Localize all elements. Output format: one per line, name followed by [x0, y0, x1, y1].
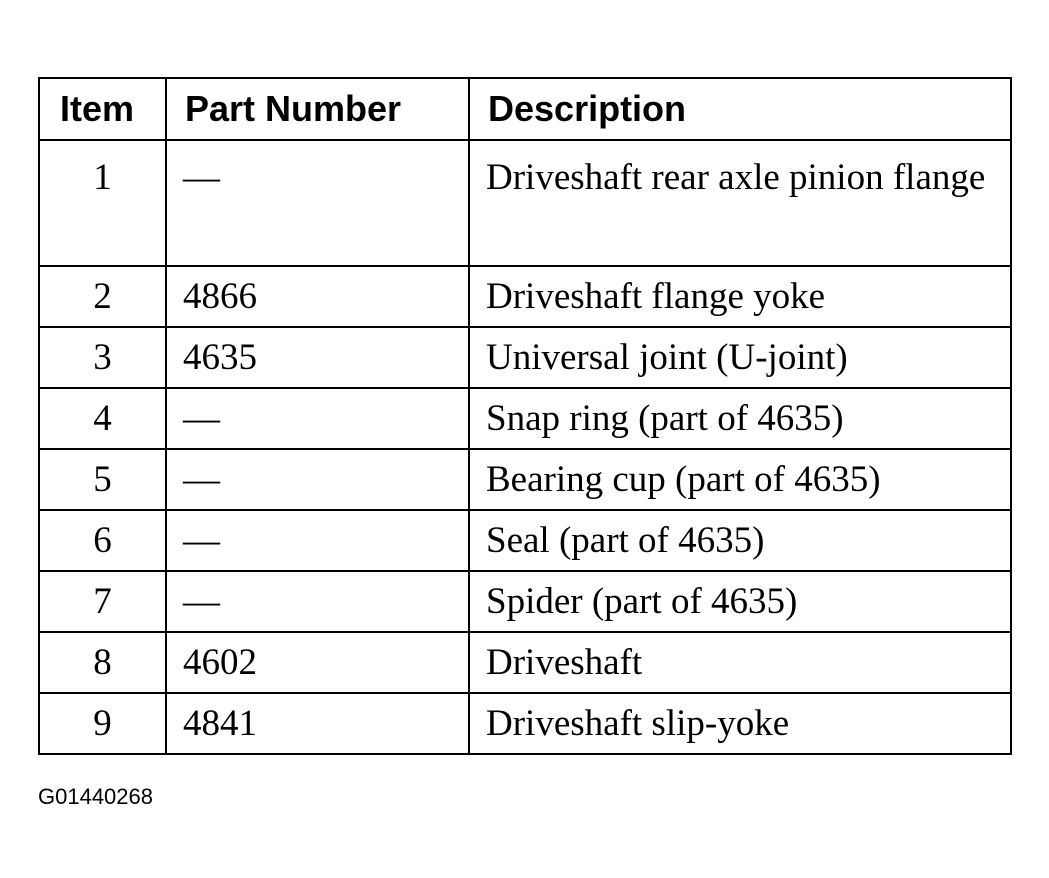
description: Driveshaft flange yoke: [469, 266, 1011, 327]
table-row: [39, 388, 1011, 449]
description: Bearing cup (part of 4635): [469, 449, 1011, 510]
description: Seal (part of 4635): [469, 510, 1011, 571]
part-number: 4866: [166, 266, 469, 327]
item-number: 7: [39, 571, 166, 632]
part-number: —: [166, 388, 469, 449]
item-number: 6: [39, 510, 166, 571]
table-row: [39, 327, 1011, 388]
part-number: —: [166, 140, 469, 266]
header-item: Item: [39, 78, 166, 140]
header-description: Description: [469, 78, 1011, 140]
part-number: 4602: [166, 632, 469, 693]
description: Driveshaft rear axle pinion flange: [469, 140, 1011, 266]
table-header-row: [39, 78, 1011, 140]
item-number: 8: [39, 632, 166, 693]
description: Snap ring (part of 4635): [469, 388, 1011, 449]
item-number: 3: [39, 327, 166, 388]
part-number: —: [166, 449, 469, 510]
description: Driveshaft slip-yoke: [469, 693, 1011, 754]
item-number: 2: [39, 266, 166, 327]
parts-table: [38, 77, 1012, 755]
table-row: [39, 632, 1011, 693]
part-number: —: [166, 571, 469, 632]
item-number: 1: [39, 140, 166, 266]
part-number: —: [166, 510, 469, 571]
table-row: [39, 449, 1011, 510]
header-part-number: Part Number: [166, 78, 469, 140]
item-number: 4: [39, 388, 166, 449]
table-row: [39, 571, 1011, 632]
table-row: [39, 266, 1011, 327]
table-row: [39, 140, 1011, 266]
part-number: 4841: [166, 693, 469, 754]
part-number: 4635: [166, 327, 469, 388]
description: Spider (part of 4635): [469, 571, 1011, 632]
figure-id: G01440268: [38, 784, 153, 809]
item-number: 9: [39, 693, 166, 754]
table-row: [39, 693, 1011, 754]
item-number: 5: [39, 449, 166, 510]
description: Universal joint (U-joint): [469, 327, 1011, 388]
description: Driveshaft: [469, 632, 1011, 693]
table-row: [39, 510, 1011, 571]
